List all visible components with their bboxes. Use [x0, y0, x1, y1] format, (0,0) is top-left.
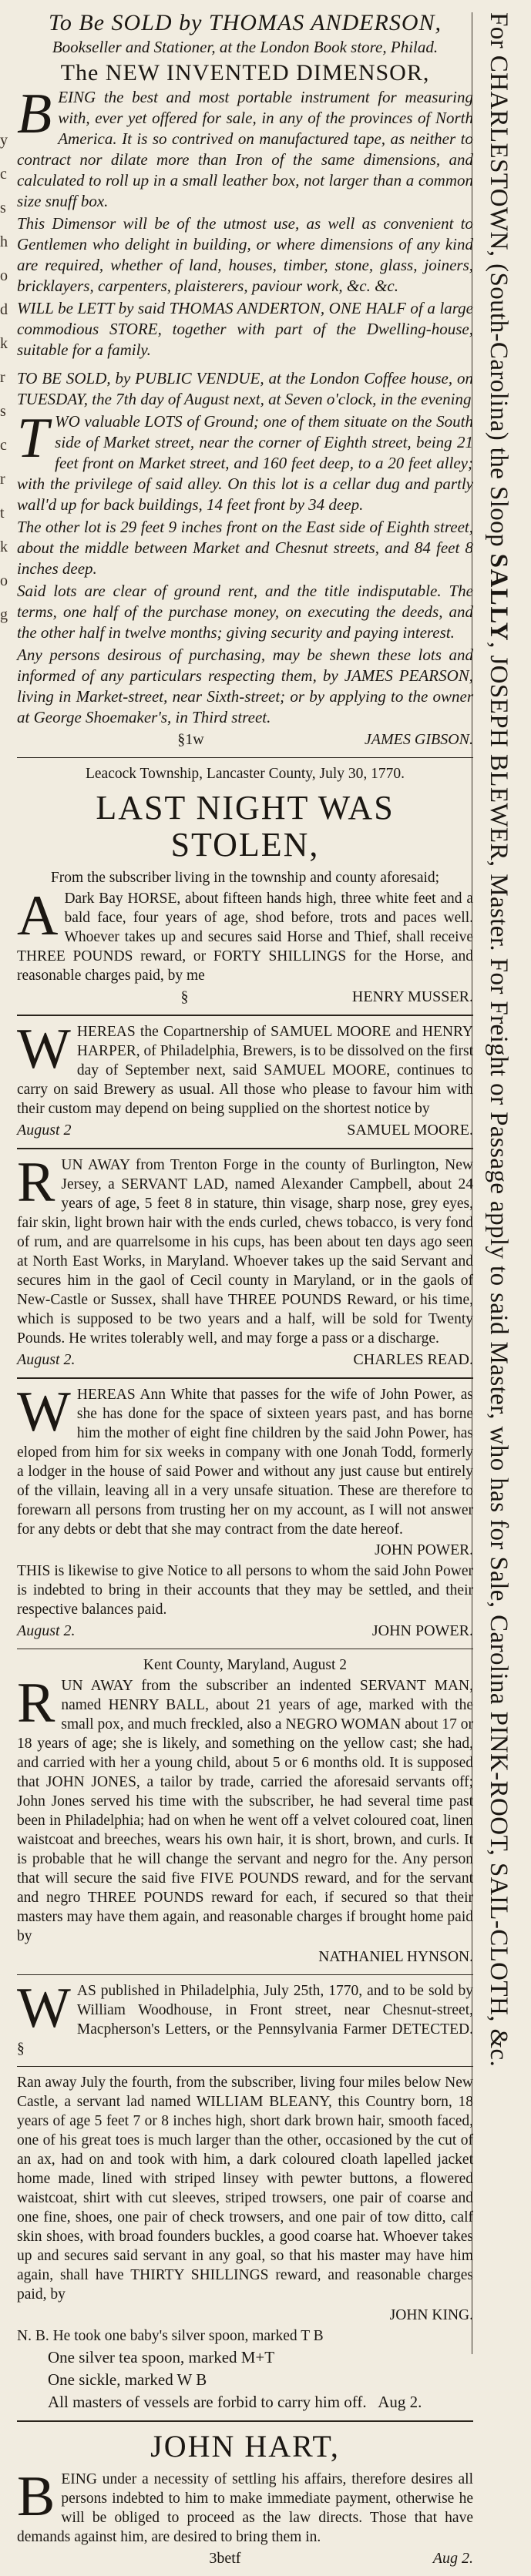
ad-title: LAST NIGHT WAS STOLEN,: [96, 789, 395, 864]
divider: [17, 1148, 473, 1149]
scrap-letter: k: [0, 335, 8, 352]
divider: [17, 1377, 473, 1379]
ad-body: UN AWAY from Trenton Forge in the county of Burlington, New Jersey, a SERVANT LAD, named Alexander Campbell, about 24 years of age, 5 feet 8 in stature, thin visage, sharp nose, grey eyes, fair skin, light brown hair with the ends curled, chews tobacco, is very fond of rum, and are quarrelsome in his cups, has been about ten days ago seen at North East Works, in Maryland. Whoever takes up the said Servant and secures him in the gaol of Cecil county in Maryland, or in the gaols of New-Castle or Sussex, shall have THREE POUNDS Reward, or his time, which is supposed to be two years and a half, will be sold for Twenty Pounds. He writes tolerably well, and may forge a pass or a discharge.: [17, 1157, 473, 1347]
ad-title: JOHN HART,: [150, 2429, 340, 2464]
ad-signer: JOHN KING.: [389, 2307, 473, 2323]
scrap-letter: y: [0, 132, 8, 149]
ad-body: AS published in Philadelphia, July 25th, 1770, and to be sold by William Woodhouse, in Front street, near Chesnut-street, Macpherson's Letters, or the Pennsylvania Farmer DETECTED.: [76, 1983, 473, 2038]
divider: [17, 2066, 473, 2067]
scrap-letter: c: [0, 437, 7, 454]
ad-signer: HENRY MUSSER.: [351, 988, 473, 1005]
list-item: One silver tea spoon, marked M+T: [48, 2348, 275, 2366]
ad-body: Ran away July the fourth, from the subscriber, living four miles below New Castle, a servant lad named WILLIAM BLEANY, this Country born, 18 years of age 5 feet 7 or 8 inches high, short dark brown hair, smooth faced, one of his great toes is much larger than the other, occasioned by the cut of an ax, had on and took with him, a dark coloured cloath lapelled jacket home made, lined with striped linsey with pewter buttons, a flowered waistcoat, shirt with cut sleeves, striped trowsers, one pair of coarse and one fine, shoes, one pair of check trowsers, and one pair of tow ditto, calf skin shoes, with broad founders buckles, a good coarse hat. Whoever takes up and secures said servant in any goal, so that his master may have him again, shall have THIRTY SHILLINGS reward, and reasonable charges paid, by: [17, 2075, 473, 2303]
ad-signer: SAMUEL MOORE.: [347, 1122, 473, 1139]
ad-runaway-bleany: [17, 2073, 473, 2413]
signature-line: [17, 2548, 473, 2568]
ad-body: Any persons desirous of purchasing, may be shewn these lots and informed of any particulars respecting them, by JAMES PEARSON, living in Market-street, near Sixth-street; or by applying to the owner at George Shoemaker's, in Third street.: [17, 646, 473, 726]
ad-date: August 2: [17, 1122, 72, 1139]
list-item-text: All masters of vessels are forbid to carry him off.: [48, 2393, 367, 2411]
list-item: [48, 2392, 473, 2413]
ad-dateline: Kent County, Maryland, August 2: [143, 1657, 348, 1673]
ad-body: UN AWAY from the subscriber an indented SERVANT MAN, named HENRY BALL, about 21 years of age, marked with the small pox, and much freckled, also a NEGRO WOMAN about 17 or 18 years of age; she is likely, and something on the yellow cast; she had, and carried with her a young child, about 5 or 6 months old. It is supposed that JOHN JONES, a tailor by trade, carried the aforesaid servants off; John Jones served his time with the subscriber, he had several time past been in Philadelphia; had on when he went off a velvet coloured coat, linen waistcoat and breeches, wears his own hair, it is short, brown, and curls. It is probable that he will change the servant and negro for the. Any person that will secure the said five FIVE POUNDS reward, and for the servant and negro THREE POUNDS reward for each, if secured so that their masters may have them again, and reasonable charges if brought home paid by: [17, 1678, 473, 1944]
scrap-letter: r: [0, 471, 5, 488]
ad-signer: CHARLES READ.: [353, 1351, 473, 1368]
ad-date: August 2.: [17, 1351, 76, 1368]
scrap-letter: o: [0, 572, 8, 589]
main-column: [17, 9, 473, 2576]
dropcap: W: [17, 1018, 71, 1081]
left-margin-scraps: [0, 123, 11, 632]
dropcap: R: [17, 1151, 55, 1214]
scrap-letter: g: [0, 606, 8, 623]
ad-body: EING the best and most portable instrument for measuring with, ever yet offered for sale, in any of the provinces of North America. It is so contrived on manufactured tape, as neither to contract nor dilate more than Iron of the same dimensions, and calculated to roll up in a small leather box, not larger than a common size snuff box.: [17, 88, 473, 210]
ad-mark: §: [17, 2041, 25, 2057]
sidebar-ship-name: SALLY: [485, 553, 513, 642]
ad-runaway-campbell: [17, 1151, 473, 1370]
ad-brewery: [17, 1018, 473, 1140]
ad-body: Dark Bay HORSE, about fifteen hands high, three white feet and a bald face, four years of age, shod before, trots and paces well. Whoever takes up and secures said Horse and Thief, shall receive THREE POUNDS reward, or FORTY SHILLINGS for the Horse, and reasonable charges paid, by me: [17, 891, 473, 984]
ad-subheading: Bookseller and Stationer, at the London Book store, Philad.: [52, 38, 439, 56]
dropcap: T: [17, 407, 49, 470]
ad-heading: To Be SOLD by THOMAS ANDERSON,: [48, 10, 442, 35]
ad-date: Aug 2.: [432, 2550, 473, 2567]
ad-lead: TO BE SOLD, by PUBLIC VENDUE, at the London Coffee house, on TUESDAY, the 7th day of August next, at Seven o'clock, in the evening: [17, 369, 473, 408]
ad-dimensor: [17, 9, 473, 361]
ad-signer: JOHN POWER.: [375, 1542, 473, 1558]
ad-intro: From the subscriber living in the township and county aforesaid;: [50, 870, 440, 886]
ad-mark: 3betf: [209, 2550, 241, 2567]
dropcap: A: [17, 884, 59, 948]
sidebar-text-after: For Freight or Passage apply to said Master, who has for Sale, Carolina PINK-ROOT, SAIL-CLOTH, &c.: [485, 958, 513, 2068]
ad-body: EING under a necessity of settling his affairs, therefore desires all persons indebted to him to make immediate payment, otherwise he will be obliged to proceed as the law directs. Those that have demands against him, are desired to bring them in.: [17, 2471, 473, 2545]
signature-line: [17, 1621, 473, 1641]
divider: [17, 1015, 473, 1016]
ad-body: THIS is likewise to give Notice to all persons to whom the said John Power is indebted to bring in their accounts that they may be settled, and their respective balances paid.: [17, 1563, 473, 1618]
ad-book-published: [17, 1977, 473, 2058]
ad-body: The other lot is 29 feet 9 inches front on the East side of Eighth street, about the middle between Market and Chesnut streets, and 84 feet 8 inches deep.: [17, 518, 473, 578]
dropcap: R: [17, 1672, 55, 1735]
dropcap: W: [17, 1977, 71, 2040]
ad-signer: JAMES GIBSON.: [364, 731, 473, 748]
ad-body: HEREAS Ann White that passes for the wife of John Power, as she has done for the space of sixteen years past, and has borne him the mother of eight fine children by the said John Power, has eloped from him for six weeks in company with one Jonah Todd, formerly a lodger in the house of said Power and without any just cause but entirely of the villain, leaving all in a very unsafe situation. These are therefore to forewarn all persons from trusting her on my account, as I will not answer for any debts or debt that she may contract from the date hereof.: [17, 1387, 473, 1538]
sidebar-text-before: For CHARLESTOWN, (South-Carolina) the Sloop: [485, 12, 513, 554]
scrap-letter: t: [0, 505, 5, 522]
ad-signer: NATHANIEL HYNSON.: [318, 1949, 473, 1965]
ad-power-notice: [17, 1380, 473, 1641]
signature-line: [17, 730, 473, 750]
dropcap: B: [17, 2465, 55, 2528]
ad-mark: T B: [301, 2328, 324, 2344]
divider: [17, 1974, 473, 1975]
scrap-letter: o: [0, 267, 8, 284]
scrap-letter: s: [0, 200, 6, 216]
divider: [17, 757, 473, 758]
scrap-letter: r: [0, 369, 5, 386]
signature-line: [17, 1350, 473, 1370]
dropcap: W: [17, 1380, 71, 1444]
ad-lots-vendue: [17, 368, 473, 750]
ad-runaway-ball: [17, 1655, 473, 1967]
ad-mark: §1w: [177, 731, 204, 748]
scrap-letter: d: [0, 301, 8, 318]
divider: [17, 2420, 473, 2422]
scrap-letter: c: [0, 166, 7, 183]
scrap-letter: h: [0, 233, 8, 250]
ad-signer: JOHN POWER.: [371, 1622, 473, 1639]
dropcap: B: [17, 82, 52, 146]
ad-stolen-horse: [17, 764, 473, 1007]
signature-line: [17, 987, 473, 1007]
ad-body: HEREAS the Copartnership of SAMUEL MOORE and HENRY HARPER, of Philadelphia, Brewers, is to be dissolved on the first day of September next, said SAMUEL MOORE, continues to carry on said Brewery as usual. All those who please to favour him with their custom may depend on being supplied on the shortest notice by: [17, 1024, 473, 1117]
scrap-letter: s: [0, 403, 6, 420]
scrap-letter: k: [0, 538, 8, 555]
ad-john-hart: [17, 2428, 473, 2568]
sidebar-ad-text: [479, 12, 519, 2346]
ad-mark: §: [180, 988, 189, 1005]
signature-line: [17, 1120, 473, 1140]
ad-date: Aug 2.: [378, 2393, 422, 2411]
ad-date: August 2.: [17, 1622, 76, 1639]
ad-title: The NEW INVENTED DIMENSOR,: [60, 60, 430, 86]
ad-body: Said lots are clear of ground rent, and the title indisputable. The terms, one half of the purchase money, on executing the deeds, and the other half in twelve months; giving security and paying interest.: [17, 582, 473, 642]
list-item: One sickle, marked W B: [48, 2370, 207, 2389]
sidebar-ad: [472, 12, 525, 2354]
ad-note: N. B. He took one baby's silver spoon, marked: [17, 2328, 297, 2344]
ad-body: This Dimensor will be of the utmost use, as well as convenient to Gentlemen who delight in building, or where dimensions of any kind are required, whether of land, houses, timber, stone, glass, joiners, bricklayers, carpenters, plaisterers, paviour work, &c. &c.: [17, 214, 473, 295]
ad-body: WO valuable LOTS of Ground; one of them situate on the South side of Market street, near the corner of Eighth street, being 21 feet front on Market street, and 160 feet deep, to a 20 feet alley; with the privilege of said alley. On this lot is a cellar dug and partly wall'd up for back buildings, 14 feet front by 34 deep.: [17, 412, 473, 514]
sidebar-text-mid: , JOSEPH BLEWER, Master.: [485, 642, 513, 958]
ad-body: WILL be LETT by said THOMAS ANDERTON, ONE HALF of a large commodious STORE, together with part of the Dwelling-house, suitable for a family.: [17, 299, 473, 359]
ad-dateline: Leacock Township, Lancaster County, July 30, 1770.: [85, 766, 405, 782]
